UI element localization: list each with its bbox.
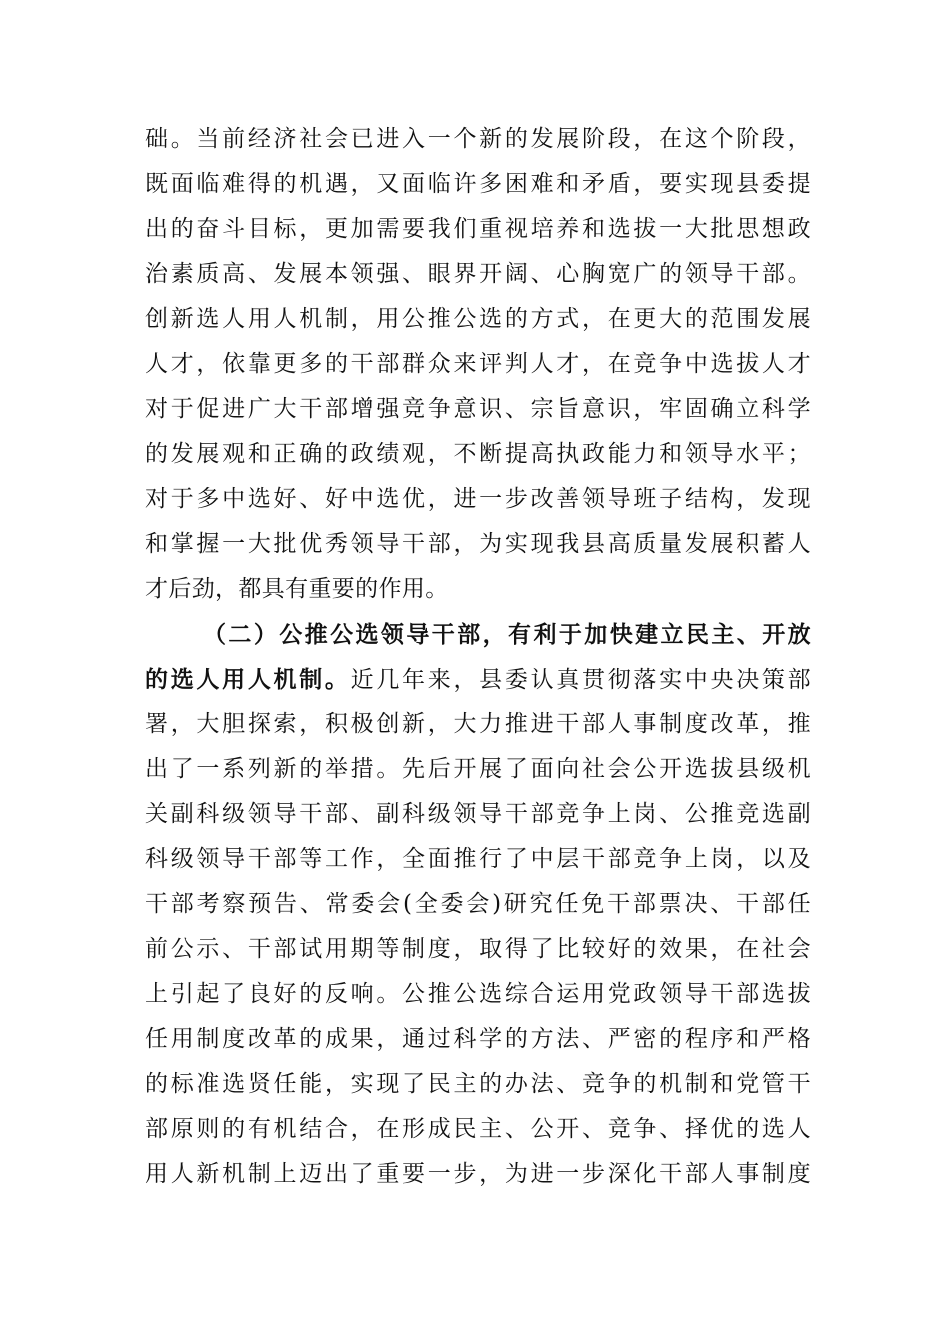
paragraph-line: 对于促进广大干部增强竞争意识、宗旨意识，牢固确立科学: [145, 396, 811, 422]
paragraph-line: 既面临难得的机遇，又面临许多困难和矛盾，要实现县委提: [145, 171, 811, 197]
paragraph-line: 和掌握一大批优秀领导干部，为实现我县高质量发展积蓄人: [145, 531, 811, 557]
paragraph-line: 前公示、干部试用期等制度，取得了比较好的效果，在社会: [145, 936, 811, 962]
paragraph-line: 的标准选贤任能，实现了民主的办法、竞争的机制和党管干: [145, 1071, 811, 1097]
paragraph-line: 创新选人用人机制，用公推公选的方式，在更大的范围发展: [145, 306, 811, 332]
paragraph-text: 近几年来，县委认真贯彻落实中央决策部: [350, 667, 811, 693]
paragraph-line: 干部考察预告、常委会(全委会)研究任免干部票决、干部任: [145, 891, 811, 917]
paragraph-line: 部原则的有机结合，在形成民主、公开、竞争、择优的选人: [145, 1116, 811, 1142]
section-heading: （二）公推公选领导干部，有利于加快建立民主、开放: [203, 621, 811, 648]
paragraph-line: 署，大胆探索，积极创新，大力推进干部人事制度改革，推: [145, 711, 811, 737]
paragraph-line: 人才，依靠更多的干部群众来评判人才，在竞争中选拔人才: [145, 351, 811, 377]
paragraph-line: 的发展观和正确的政绩观，不断提高执政能力和领导水平；: [145, 441, 811, 467]
paragraph-line: 关副科级领导干部、副科级领导干部竞争上岗、公推竞选副: [145, 801, 811, 827]
paragraph-1: [145, 117, 811, 612]
paragraph-line: 上引起了良好的反响。公推公选综合运用党政领导干部选拔: [145, 981, 811, 1007]
paragraph-2: [145, 612, 811, 1197]
paragraph-line: 才后劲，都具有重要的作用。: [145, 576, 449, 602]
paragraph-line: 科级领导干部等工作，全面推行了中层干部竞争上岗，以及: [145, 846, 811, 872]
paragraph-line: 用人新机制上迈出了重要一步，为进一步深化干部人事制度: [145, 1161, 811, 1187]
paragraph-line: 任用制度改革的成果，通过科学的方法、严密的程序和严格: [145, 1026, 811, 1052]
paragraph-line: [145, 657, 811, 702]
section-heading-end: 的选人用人机制。: [145, 666, 351, 693]
paragraph-line: 治素质高、发展本领强、眼界开阔、心胸宽广的领导干部。: [145, 261, 811, 287]
paragraph-line: 对于多中选好、好中选优，进一步改善领导班子结构，发现: [145, 486, 811, 512]
paragraph-line: 出了一系列新的举措。先后开展了面向社会公开选拔县级机: [145, 756, 811, 782]
paragraph-line: 础。当前经济社会已进入一个新的发展阶段，在这个阶段，: [145, 126, 811, 152]
paragraph-line: 出的奋斗目标，更加需要我们重视培养和选拔一大批思想政: [145, 216, 811, 242]
